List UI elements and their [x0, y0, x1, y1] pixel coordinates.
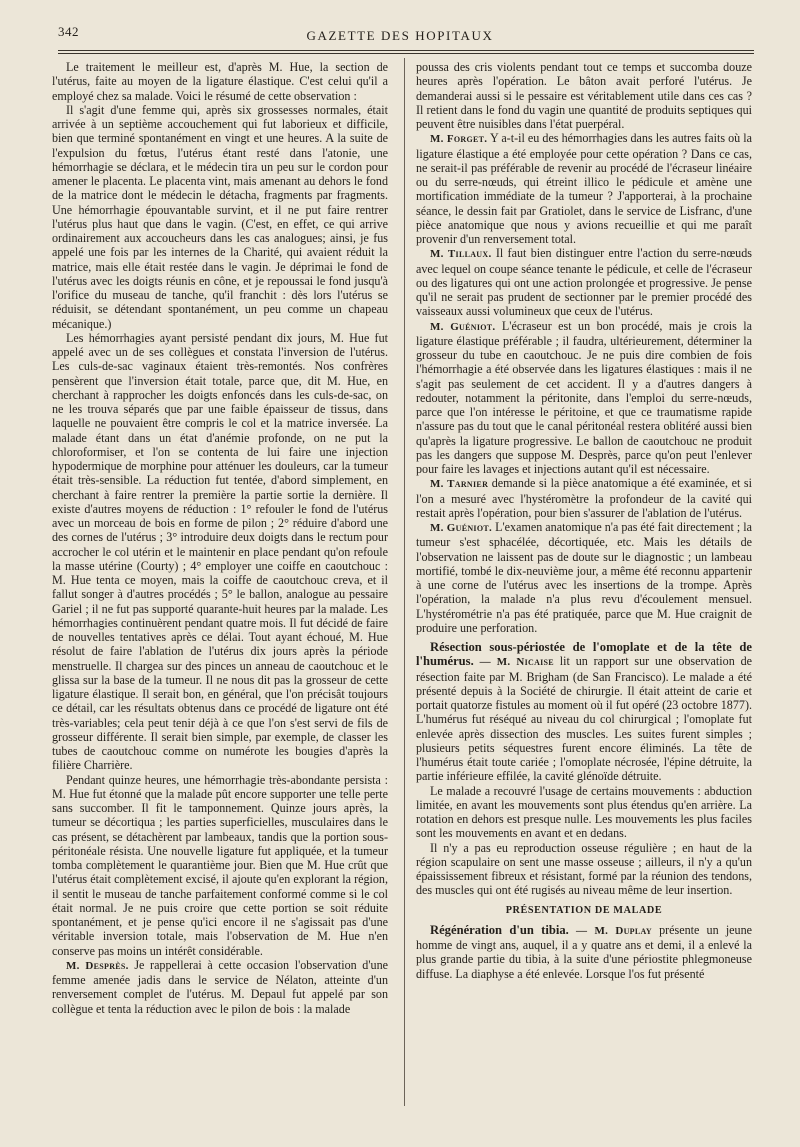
paragraph-text: Il faut bien distinguer entre l'action du serre-nœuds avec lequel on coupe séance tenante le pédicule, et celle de l'écraseur ou des ligatures qui ont une action prolongée et progressive. Je pense qu'il ne serait pas prudent de sectionner par le premier procédé des vaisseaux aussi volumineux que ceux de l'utérus.: [416, 246, 752, 319]
page-number: 342: [58, 24, 79, 39]
paragraph-text: Y a-t-il eu des hémorrhagies dans les autres faits où la ligature élastique a été employée pour cette opération ? Dans ce cas, ne serait-il pas préférable de revenir au procédé de l'écraseur linéaire ou du serre-nœuds, qui étreint illico le pédicule et amène une mortification immédiate de la tumeur ? J'apporterai, à la prochaine séance, le dessin fait par Gratiolet, dans le service de Lisfranc, d'une pièce anatomique que nous y avions recueillie et qui me paraît provenir d'un renversement total.: [416, 131, 753, 246]
paragraph-text: lit un rapport sur une observation de résection faite par M. Brigham (de San Francisco). Le malade a été présenté depuis à la Société de chirurgie. Il était atteint de carie et portait quatorze fistules au moment où il fut opéré (23 octobre 1877). L'humérus fut réséqué au niveau du col chirurgical ; l'omoplate fut enlevée après dissection des muscles. Les suites furent simples ; plusieurs petits séquestres furent encore éliminés. La tête de l'humérus était toute cariée ; l'omoplate nécrosée, l'épine détruite, la partie inférieure effilée, la cavité glénoïde détruite.: [416, 654, 752, 784]
paragraph-text: L'écraseur est un bon procédé, mais je crois la ligature élastique préférable ; il faudra, ultérieurement, déterminer la grosseur du tube en caoutchouc. Je ne puis dire combien de fois l'hémorrhagie a été observée dans les ligatures élastiques : mais il ne s'agit pas seulement de cet accident. Il y a d'autres dangers à redouter, notamment la péritonite, dans l'emploi du serre-nœuds, parce que l'on intéresse le péritoine, et que ce traumatisme rapide n'assure pas du tout que le canal péritonéal restera oblitéré aussi bien qu'après la ligature progressive. Le ballon de caoutchouc ne produit pas les dangers que suppose M. Desprès, parce qu'on peut l'enlever pour faire les lavages et injections autant qu'il est nécessaire.: [416, 318, 752, 476]
paragraph-text: L'examen anatomique n'a pas été fait directement ; la tumeur s'est sphacélée, décortiquée, etc. Mais les détails de l'observation ne laissent pas de doute sur le diagnostic ; un lambeau mortifié, tombé le dix-neuvième jour, a même été reconnu appartenir à une corne de l'utérus avec les insertions de la trompe. Après l'opération, la malade n'a plus revu d'écoulement mensuel. L'hystérométrie n'a pas été pratiquée, parce que M. Hue craignit de produire une perforation.: [416, 520, 752, 635]
paragraph-text: poussa des cris violents pendant tout ce temps et succomba douze heures après l'opération. Le bâton avait perforé l'utérus. Je demanderai aussi si le pessaire est véritablement utile dans ces cas ? Il retient dans le fond du vagin une quantité de produits septiques qui peuvent être nuisibles dans l'état puerpéral.: [416, 60, 752, 131]
paragraph: [416, 640, 752, 784]
paragraph: [52, 331, 388, 773]
paragraph-text: Il n'y a pas eu reproduction osseuse régulière ; en haut de la région scapulaire on sent une masse osseuse ; ailleurs, il n'y a qu'un épaississement fibreux et résistant, formé par la réunion des tendons, des muscles qui ont été rugisés au niveau même de leur insertion.: [416, 840, 752, 898]
paragraph: [416, 784, 752, 841]
column-divider: [404, 58, 405, 1106]
speaker-name: — M. Nicaise: [479, 656, 554, 669]
paragraph: [52, 60, 388, 103]
speaker-name: M. Tillaux.: [430, 248, 492, 261]
paragraph-text: présente un jeune homme de vingt ans, auquel, il a y quatre ans et demi, il a enlevé la plus grande partie du tibia, à la suite d'une périostite phlegmoneuse diffuse. La diaphyse a été enlevée. Lorsque l'os fut présenté: [416, 922, 753, 981]
speaker-name: M. Tarnier: [430, 478, 489, 491]
paragraph-text: Les hémorrhagies ayant persisté pendant dix jours, M. Hue fut appelé avec un de ses collègues et constata l'inversion de l'utérus. Les culs-de-sac vaginaux étaient très-remontés. Nos confrères pensèrent que l'inversion était totale, parce que, dit M. Hue, en cherchant à rapprocher les doigts enfoncés dans les culs-de-sac, on ne les trouva séparés que par une faible épaisseur de tissus, dans laquelle ne pouvaient être compris le col et la matrice inversée. La malade étant dans un état d'anémie profonde, on ne put la chloroformiser, et l'on se contenta de lui faire une injection hypodermique de morphine pour atténuer les douleurs, car la tumeur était très-sensible. La réduction fut tentée, d'abord simplement, en cherchant à faire rentrer la première la partie sortie la dernière. Il existe d'autres moyens de réduction : 1° refouler le fond de l'utérus avec un morceau de bois en forme de pilon ; 2° réduire d'abord une des cornes de l'utérus ; 3° introduire deux doigts dans le rectum pour accrocher le col utérin et le maintenir en place pendant qu'on refoule la masse utérine (Courty) ; 4° employer une coiffe en caoutchouc : M. Hue tenta ce moyen, mais la coiffe de caoutchouc creva, et il fallut songer à d'autres procédés ; 5° le ballon, analogue au pessaire Gariel ; il ne fut pas supporté quarante-huit heures par la malade. Les hémorrhagies continuèrent pendant quatre mois. Il fut décidé de faire de nouvelles tentatives après ce délai. Tout ayant échoué, M. Hue résolut de faire l'ablation de l'utérus dix jours après la période menstruelle. Il chargea sur des pinces un anneau de caoutchouc et le glissa sur la base de la tumeur. Il ne nous dit pas la grosseur de cette ligature élastique. Il serait bon, en général, que l'on précisât toujours ce détail, car les résultats obtenus dans ce procédé de ligature ont été très-variables; cela peut tenir déjà à ce que l'on s'est servi de fils de grosseur différente. Il serait bien simple, par exemple, de classer les tubes de caoutchouc comme on numérote les bougies d'après la filière Charrière.: [52, 330, 388, 773]
paragraph-text: Je rappellerai à cette occasion l'observation d'une femme amenée jadis dans le service de Nélaton, atteinte d'un renversement complet de l'utérus. M. Depaul fut appelé par son collègue et tenta la réduction avec le pilon de bois : la malade: [52, 957, 388, 1016]
paragraph: [416, 841, 752, 898]
header-rule: [58, 50, 754, 54]
section-title: Résection sous-périostée de l'omoplate et de la tête de l'humérus.: [416, 640, 752, 669]
paragraph-text: Pendant quinze heures, une hémorrhagie très-abondante persista : M. Hue fut étonné que la malade pût encore supporter une telle perte sans succomber. Il fit le tamponnement. Quinze jours après, la tumeur se décortiqua ; les parties superficielles, musculaires dans le cas présent, se détachèrent par lambeaux, tandis que la portion sous-péritonéale résista. Une nouvelle ligature fut appliquée, et la tumeur tomba complètement le quarantième jour. Bien que M. Hue crût que l'utérus était complètement excisé, il ajoute qu'en explorant la région, il sentit le museau de tanche parfaitement conformé comme si le col était normal. Je ne puis croire que cette portion se soit réduite spontanément, et je pense qu'ici encore il ne s'agissait pas d'une véritable inversion totale, mais l'observation de M. Hue n'en conserve pas moins un intérêt considérable.: [52, 772, 388, 958]
paragraph: [416, 923, 752, 981]
paragraph: [52, 103, 388, 331]
speaker-name: M. Desprès.: [66, 959, 129, 972]
section-heading: PRÉSENTATION DE MALADE: [505, 904, 663, 916]
paragraph: [416, 246, 752, 318]
paragraph: [416, 476, 752, 520]
right-column: [416, 60, 752, 981]
paragraph: [52, 773, 388, 958]
paragraph-text: Le traitement le meilleur est, d'après M. Hue, la section de l'utérus, faite au moyen de la ligature élastique. C'est celui qu'il a employé chez sa malade. Voici le résumé de cette observation :: [52, 60, 388, 103]
paragraph: [416, 60, 752, 131]
speaker-name: — M. Duplay: [575, 924, 652, 937]
section-title: Régénération d'un tibia.: [430, 922, 569, 937]
paragraph-text: demande si la pièce anatomique a été examinée, et si l'on a mesuré avec l'hystéromètre la profondeur de la cavité qui restait après l'opération, pour bien s'assurer de l'ablation de l'utérus.: [416, 476, 752, 520]
running-title: GAZETTE DES HOPITAUX: [306, 28, 494, 43]
paragraph: [416, 131, 752, 246]
speaker-name: M. Forget.: [430, 133, 488, 146]
speaker-name: M. Guéniot.: [430, 522, 493, 534]
paragraph: [416, 319, 752, 477]
paragraph: [416, 520, 752, 635]
paragraph: [52, 958, 388, 1016]
paragraph-text: Il s'agit d'une femme qui, après six grossesses normales, était arrivée à un septième accouchement qui fut laborieux et difficile, bien que terminé spontanément en vingt et une heures. A la suite de l'expulsion du fœtus, l'utérus étant resté dans l'atonie, une hémorrhagie se déclara, et le médecin tira un peu sur le cordon pour amener le placenta. Le placenta vint, mais amenant au dehors le fond de la matrice dont le médecin le détacha, fragments par fragments. Une hémorrhagie épouvantable survint, et il ne put faire rentrer l'utérus plus haut que dans le vagin. (C'est, en effet, ce qui arrive ordinairement aux accoucheurs dans les cas analogues; ainsi, je fus appelé une fois par les internes de la Charité, qui avaient réduit la matrice, mais elle était restée dans le vagin. Je déprimai le fond de l'utérus avec les doigts réunis en cône, et je repoussai le fond jusqu'à l'orifice du museau de tanche, qu'il franchit : dès lors l'utérus se réduisit, se détendant spontanément, un peu comme un chapeau mécanique.): [52, 102, 388, 331]
paragraph-text: Le malade a recouvré l'usage de certains mouvements : abduction limitée, en avant les mouvements sont plus étendus qu'en arrière. La rotation en dehors est presque nulle. Les mouvements les plus faciles sont les mouvements en avant et en dedans.: [416, 783, 752, 841]
left-column: [52, 60, 388, 1016]
speaker-name: M. Guéniot.: [430, 320, 496, 333]
